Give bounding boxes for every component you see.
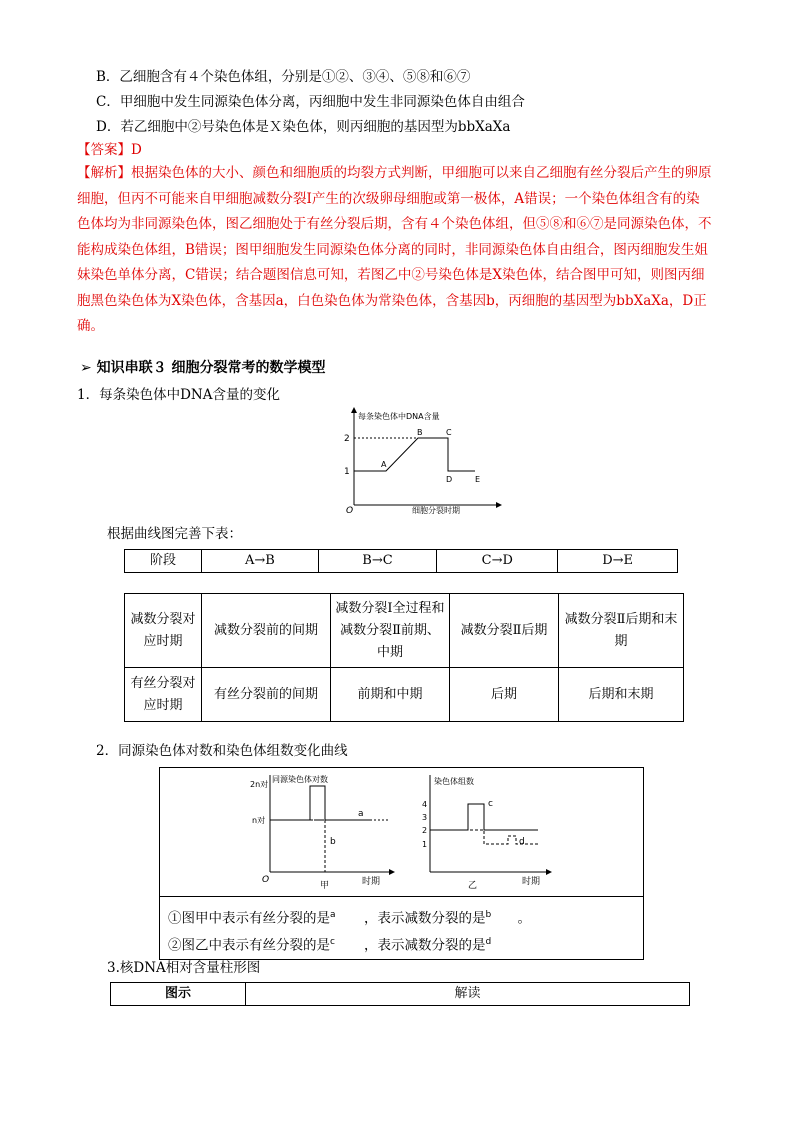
answer: 【答案】D (77, 142, 142, 158)
meiosis-cd: 减数分裂Ⅱ后期 (450, 594, 559, 668)
caption-a: 甲 (320, 881, 330, 891)
tick-4: 4 (422, 800, 428, 809)
point-c: C (446, 428, 452, 437)
point-e: E (475, 475, 481, 484)
tick-1b: 1 (422, 840, 428, 849)
tick-2n: 2n对 (250, 780, 269, 789)
stage-de: D→E (558, 550, 678, 573)
stage-bc: B→C (318, 550, 436, 573)
tick-1: 1 (344, 467, 350, 477)
q1-prefix: ①图甲中表示有丝分裂的是 (168, 910, 330, 927)
mitosis-label: 有丝分裂对应时期 (125, 668, 202, 722)
q1 (168, 905, 531, 929)
meiosis-label: 减数分裂对应时期 (125, 594, 202, 668)
tick-2: 2 (344, 434, 350, 444)
q2-prefix: ②图乙中表示有丝分裂的是 (168, 937, 330, 954)
period-table (124, 593, 684, 722)
q2-answer-1: c (330, 937, 335, 947)
analysis: 【解析】根据染色体的大小、颜色和细胞质的均裂方式判断，甲细胞可以来自乙细胞有丝分裂后产生的卵原细胞，但丙不可能来自甲细胞减数分裂Ⅰ产生的次级卵母细胞或第一极体，A错误；一个染色体组含有的染色体均为非同源染色体，图乙细胞处于有丝分裂后期，含有４个染色体组，但⑤⑧和⑥⑦是同源染色体，不能构成染色体组，B错误；图甲细胞发生同源染色体分离的同时，非同源染色体自由组合，图丙细胞发生姐妹染色单体分离，C错误；结合题图信息可知，若图乙中②号染色体是X染色体，结合图甲可知，则图丙细胞黑色染色体为X染色体，含基因a，白色染色体为常染色体，含基因b，丙细胞的基因型为bbXaXa，D正确。 (77, 165, 712, 334)
chart-a-title: 同源染色体对数 (272, 775, 328, 784)
section-heading-text: 知识串联３ 细胞分裂常考的数学模型 (96, 360, 326, 376)
dna-content-chart (320, 405, 505, 515)
label-c: c (488, 799, 493, 809)
chromosome-sets-chart (410, 772, 560, 892)
x-axis-arrow (496, 502, 502, 508)
meiosis-de: 减数分裂Ⅱ后期和末期 (559, 594, 684, 668)
dna-curve (354, 438, 475, 471)
homolog-pairs-chart (248, 772, 398, 892)
meiosis-ab: 减数分裂前的间期 (202, 594, 331, 668)
item1-title: 1．每条染色体中DNA含量的变化 (77, 387, 280, 403)
curve-a (270, 786, 370, 820)
curve-box (159, 767, 644, 960)
meiosis-bc: 减数分裂Ⅰ全过程和减数分裂Ⅱ前期、中期 (331, 594, 450, 668)
chart1-title: 每条染色体中DNA含量 (358, 412, 440, 421)
point-b: B (417, 428, 423, 437)
bullet-arrow-icon: ➢ (80, 360, 97, 376)
q1-mid: ，表示减数分裂的是 (364, 910, 486, 927)
curve-c (430, 804, 538, 830)
mitosis-bc: 前期和中期 (331, 668, 450, 722)
option-c: C．甲细胞中发生同源染色体分离，丙细胞中发生非同源染色体自由组合 (96, 94, 525, 110)
origin-a: O (262, 875, 270, 885)
label-b: b (330, 837, 336, 847)
origin: O (346, 506, 354, 515)
q1-answer-2: b (485, 910, 492, 920)
q1-end: 。 (517, 910, 531, 927)
label-d: d (519, 837, 525, 847)
mitosis-ab: 有丝分裂前的间期 (202, 668, 331, 722)
q1-answer-1: a (330, 910, 336, 920)
tick-2b: 2 (422, 826, 428, 835)
x-label-a: 时期 (362, 877, 381, 887)
q2-mid: ，表示减数分裂的是 (364, 937, 486, 954)
x-label-b: 时期 (522, 877, 541, 887)
caption-b: 乙 (468, 881, 478, 891)
bar-chart-table (110, 982, 690, 1006)
x-label: 细胞分裂时期 (412, 506, 460, 515)
stage-ab: A→B (202, 550, 319, 573)
x-arrow-b (546, 869, 552, 875)
instruction: 根据曲线图完善下表： (107, 526, 242, 542)
stage-header: 阶段 (125, 550, 202, 573)
stage-table (124, 549, 678, 573)
point-a: A (381, 460, 387, 469)
curve-b (270, 820, 325, 872)
tick-3: 3 (422, 813, 428, 822)
col-interpretation: 解读 (246, 983, 690, 1006)
stage-cd: C→D (437, 550, 558, 573)
tick-n: n对 (252, 816, 266, 825)
chart-b-title: 染色体组数 (434, 777, 474, 786)
mitosis-de: 后期和末期 (559, 668, 684, 722)
mitosis-cd: 后期 (450, 668, 559, 722)
point-d: D (446, 475, 453, 484)
x-arrow-a (389, 869, 395, 875)
section-heading (80, 358, 325, 378)
item3-title: 3.核DNA相对含量柱形图 (107, 960, 261, 976)
item2-title: 2．同源染色体对数和染色体组数变化曲线 (96, 743, 348, 759)
q2 (168, 932, 506, 956)
option-b: B．乙细胞含有４个染色体组，分别是①②、③④、⑤⑧和⑥⑦ (96, 69, 471, 85)
box-divider (160, 896, 643, 897)
q2-answer-2: d (485, 937, 492, 947)
option-d: D．若乙细胞中②号染色体是Ｘ染色体，则丙细胞的基因型为bbXaXa (96, 119, 511, 135)
y-axis-arrow (351, 407, 357, 413)
col-figure: 图示 (111, 983, 246, 1006)
label-a: a (358, 809, 364, 819)
